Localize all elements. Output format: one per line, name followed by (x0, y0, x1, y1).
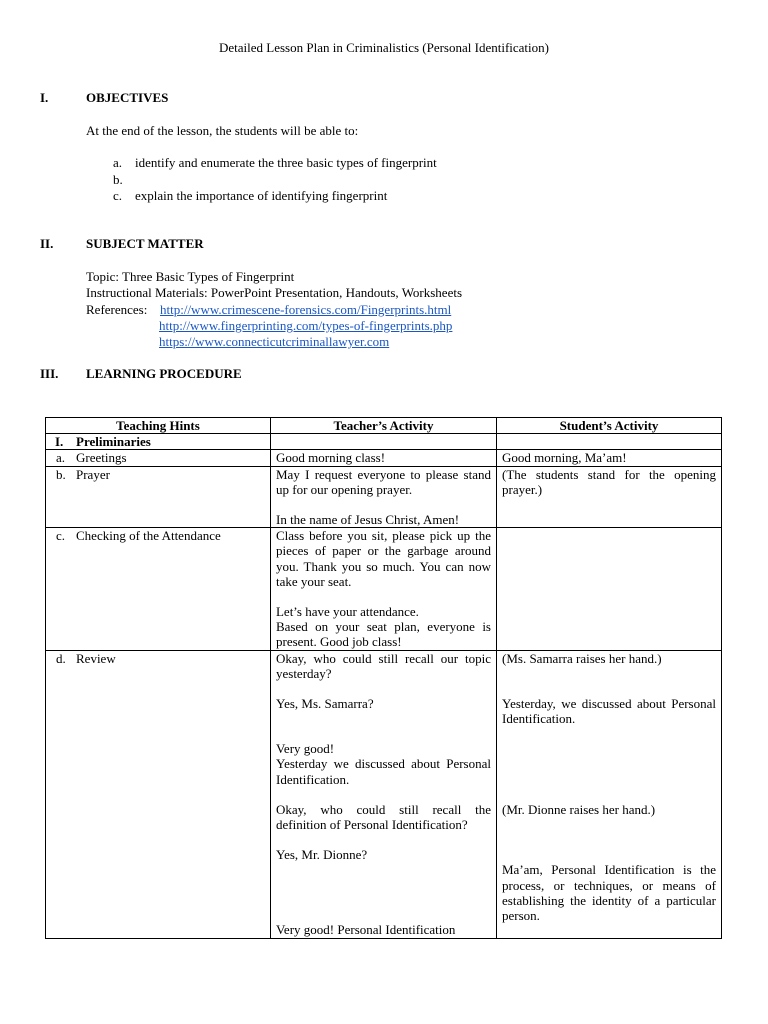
list-marker: I. (55, 434, 64, 450)
lesson-procedure-table (45, 417, 722, 939)
student-line: Good morning, Ma’am! (502, 450, 627, 466)
table-row (46, 450, 722, 466)
hint-label: Review (76, 650, 116, 666)
preliminaries-label: Preliminaries (76, 434, 151, 450)
teacher-line: In the name of Jesus Christ, Amen! (275, 512, 460, 528)
hint-cell (46, 528, 271, 650)
hint-label: Checking of the Attendance (76, 528, 221, 544)
list-marker: b. (56, 466, 66, 482)
preliminaries-cell (46, 434, 271, 450)
student-line: (Ms. Samarra raises her hand.) (502, 650, 662, 666)
column-header: Teaching Hints (46, 418, 271, 434)
column-header: Teacher’s Activity (270, 418, 496, 434)
references-label: References: (86, 302, 148, 317)
teacher-activity-cell (270, 528, 496, 650)
student-activity-cell (497, 466, 722, 528)
section-label: SUBJECT MATTER (86, 236, 204, 251)
objectives-intro: At the end of the lesson, the students will be able to: (86, 123, 359, 138)
teacher-line: Very good! (275, 741, 335, 757)
student-activity-cell (497, 450, 722, 466)
teacher-line: Based on your seat plan, everyone is present. Good job class! (275, 619, 491, 650)
hint-cell (46, 450, 271, 466)
hint-label: Prayer (76, 466, 110, 482)
topic-line: Topic: Three Basic Types of Fingerprint (86, 269, 295, 284)
list-marker: a. (56, 450, 66, 466)
objective-item-a (113, 155, 613, 170)
hint-cell (46, 650, 271, 939)
teacher-line: Good morning class! (275, 450, 386, 466)
reference-link[interactable]: http://www.fingerprinting.com/types-of-fingerprints.php (159, 318, 453, 333)
list-marker: d. (56, 650, 66, 666)
student-line: Yesterday, we discussed about Personal Identification. (502, 695, 716, 727)
teacher-line: Let’s have your attendance. (275, 604, 419, 620)
teacher-line: May I request everyone to please stand up for our opening prayer. (275, 466, 491, 497)
reference-link[interactable]: http://www.crimescene-forensics.com/Fingerprints.html (160, 302, 452, 317)
teacher-line: Okay, who could still recall the definition of Personal Identification? (275, 801, 491, 833)
student-line: (Mr. Dionne raises her hand.) (502, 802, 656, 818)
list-marker: a. (113, 155, 123, 170)
teacher-line: Class before you sit, please pick up the pieces of paper or the garbage around you. Thank you so much. You can now take your seat. (275, 528, 491, 589)
student-activity-cell (497, 528, 722, 650)
teacher-line: Yes, Ms. Samarra? (275, 696, 374, 712)
section-number: I. (40, 90, 49, 105)
student-activity-cell (497, 650, 722, 939)
teacher-activity-cell (270, 466, 496, 528)
table-row (46, 434, 722, 450)
student-line: Ma’am, Personal Identification is the process, or techniques, or means of establishing the identity of a particular person. (502, 862, 716, 924)
section-label: LEARNING PROCEDURE (86, 366, 242, 381)
table-cell (497, 434, 722, 450)
materials-line: Instructional Materials: PowerPoint Presentation, Handouts, Worksheets (86, 285, 463, 300)
list-marker: c. (113, 188, 123, 203)
column-header: Student’s Activity (497, 418, 722, 434)
student-line: (The students stand for the opening prayer.) (502, 466, 716, 497)
teacher-line: Yes, Mr. Dionne? (275, 847, 368, 863)
teacher-activity-cell (270, 650, 496, 939)
section-number: II. (40, 236, 54, 251)
objective-text: identify and enumerate the three basic types of fingerprint (135, 155, 437, 170)
objective-item-b (113, 172, 613, 187)
hint-cell (46, 466, 271, 528)
table-row (46, 650, 722, 939)
hint-label: Greetings (76, 450, 127, 466)
list-marker: b. (113, 172, 123, 187)
table-header-row (46, 418, 722, 434)
section-label: OBJECTIVES (86, 90, 169, 105)
table-row (46, 466, 722, 528)
teacher-line: Very good! Personal Identification (275, 922, 456, 938)
list-marker: c. (56, 528, 66, 544)
document-title: Detailed Lesson Plan in Criminalistics (Personal Identification) (219, 40, 549, 55)
objective-text: explain the importance of identifying fingerprint (135, 188, 388, 203)
objective-item-c (113, 188, 613, 203)
table-cell (270, 434, 496, 450)
teacher-activity-cell (270, 450, 496, 466)
table-row (46, 528, 722, 650)
teacher-line: Okay, who could still recall our topic yesterday? (275, 650, 491, 681)
reference-link[interactable]: https://www.connecticutcriminallawyer.com (159, 334, 390, 349)
teacher-line: Yesterday we discussed about Personal Identification. (275, 756, 491, 787)
section-number: III. (40, 366, 59, 381)
